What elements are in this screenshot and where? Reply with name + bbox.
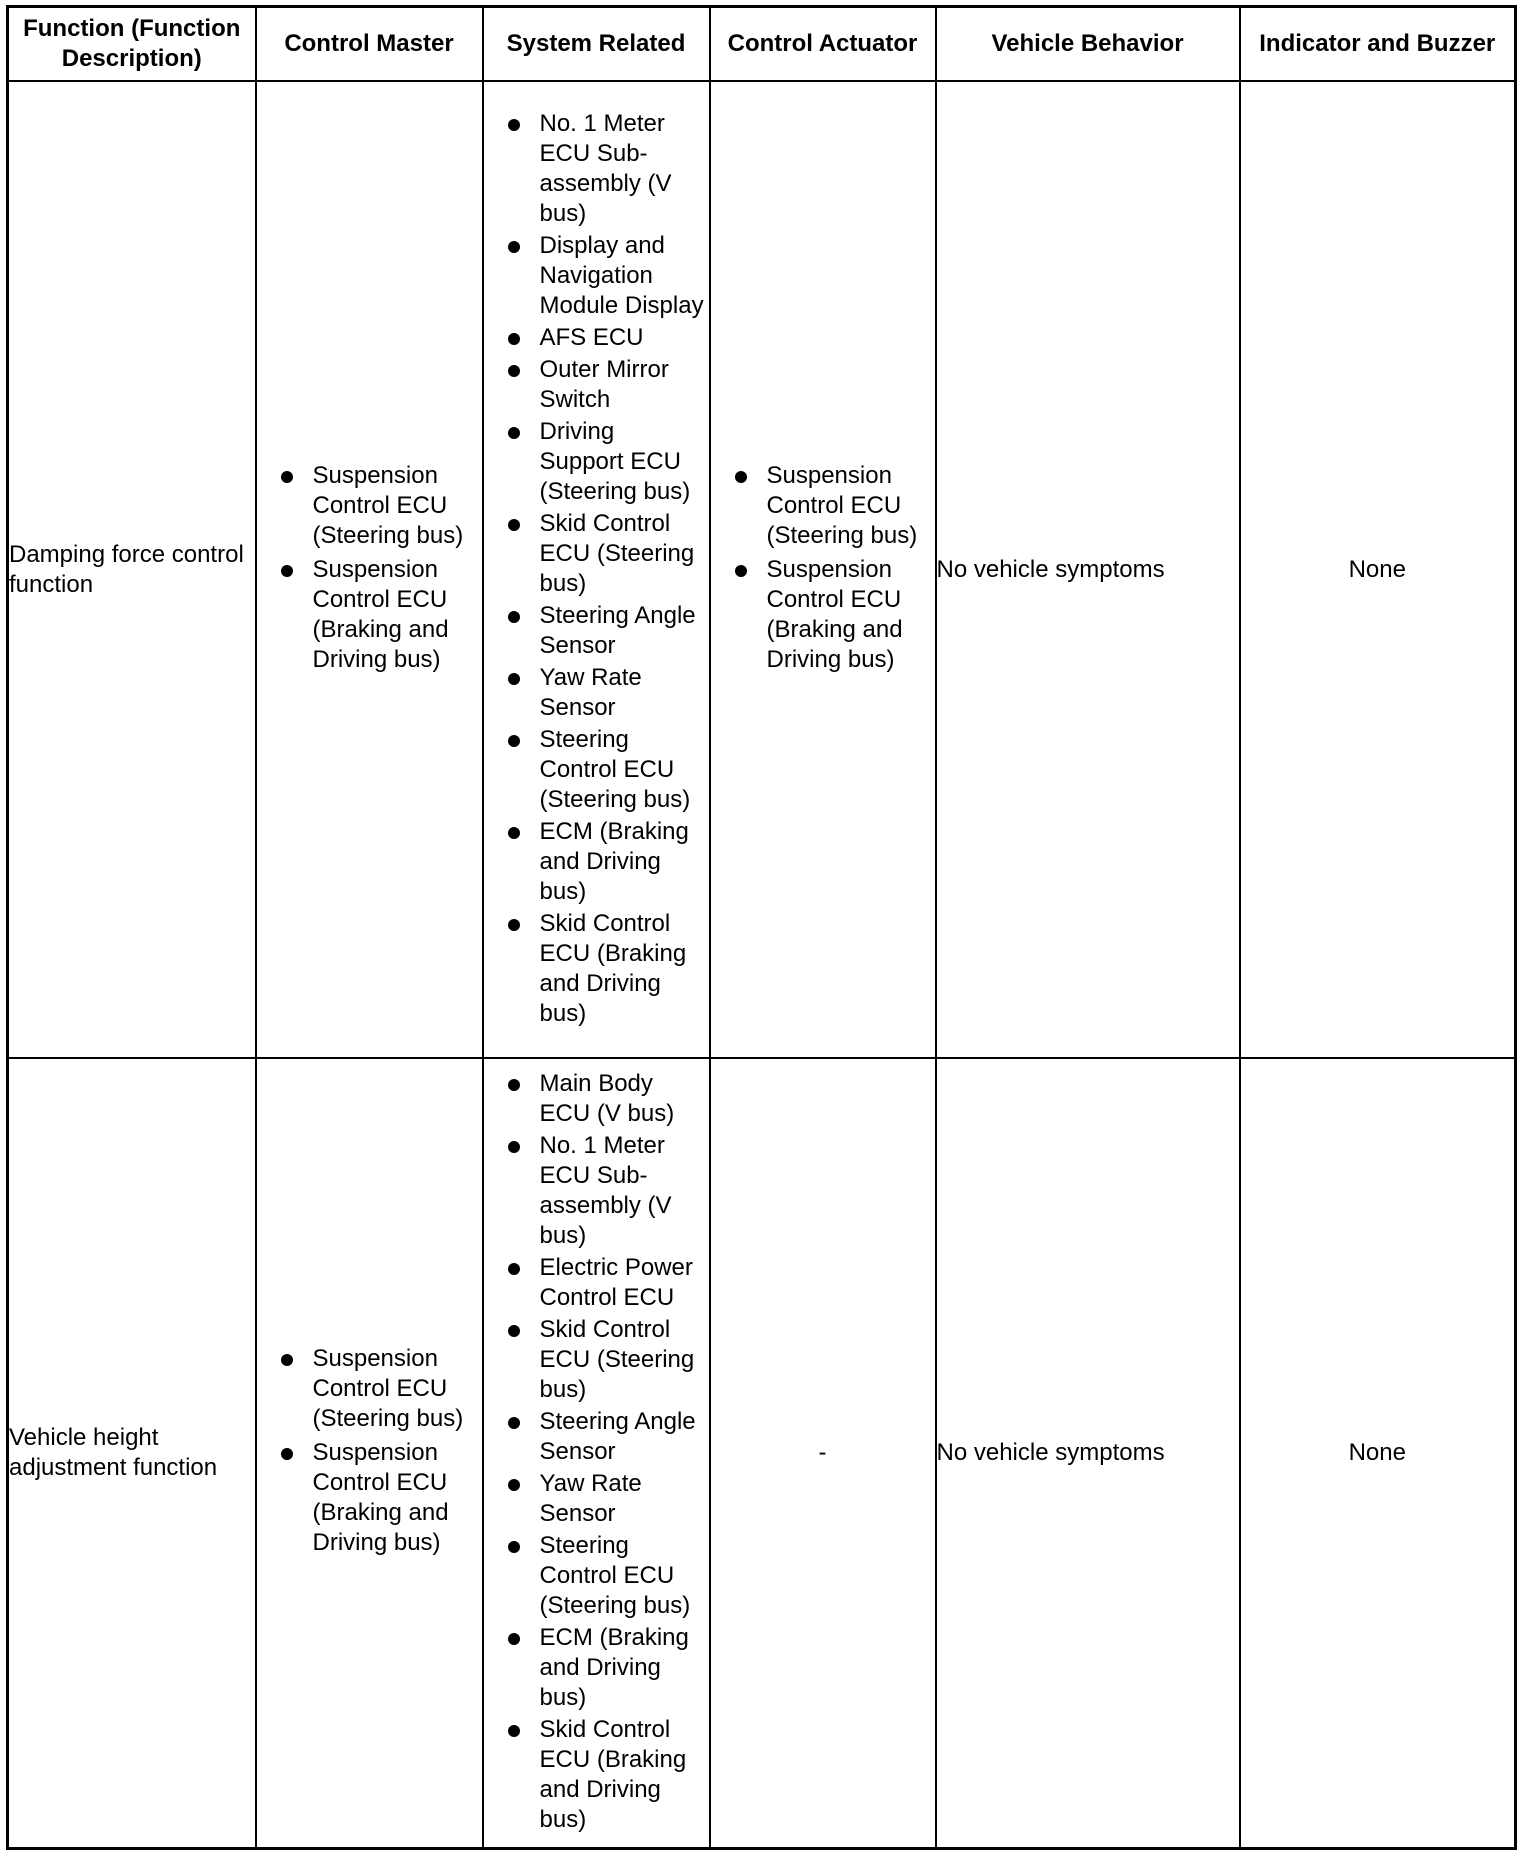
list-item: Suspension Control ECU (Steering bus) <box>711 461 935 551</box>
list-item: No. 1 Meter ECU Sub-assembly (V bus) <box>484 1131 709 1251</box>
header-function: Function (Function Description) <box>8 7 256 82</box>
system-related-cell <box>483 1058 710 1849</box>
page <box>6 5 1517 1850</box>
indicator-buzzer-cell: None <box>1240 81 1516 1058</box>
list-item: Display and Navigation Module Display <box>484 231 709 321</box>
list-item: Suspension Control ECU (Steering bus) <box>257 1344 482 1434</box>
table-row <box>8 1058 1516 1849</box>
list-item: Main Body ECU (V bus) <box>484 1069 709 1129</box>
header-system-related: System Related <box>483 7 710 82</box>
list-item: Skid Control ECU (Steering bus) <box>484 1315 709 1405</box>
list-item: ECM (Braking and Driving bus) <box>484 817 709 907</box>
table-row <box>8 81 1516 1058</box>
control-master-list <box>257 461 482 675</box>
header-control-master: Control Master <box>256 7 483 82</box>
list-item: Steering Control ECU (Steering bus) <box>484 725 709 815</box>
list-item: Yaw Rate Sensor <box>484 663 709 723</box>
function-table <box>6 5 1517 1850</box>
header-control-actuator: Control Actuator <box>710 7 936 82</box>
list-item: Skid Control ECU (Steering bus) <box>484 509 709 599</box>
control-master-list <box>257 1344 482 1558</box>
list-item: Suspension Control ECU (Braking and Driving bus) <box>257 555 482 675</box>
control-actuator-list <box>711 461 935 675</box>
system-related-list <box>484 1069 709 1835</box>
function-cell: Vehicle height adjustment function <box>8 1058 256 1849</box>
list-item: No. 1 Meter ECU Sub-assembly (V bus) <box>484 109 709 229</box>
list-item: Steering Control ECU (Steering bus) <box>484 1531 709 1621</box>
control-master-cell <box>256 81 483 1058</box>
list-item: Suspension Control ECU (Steering bus) <box>257 461 482 551</box>
list-item: Suspension Control ECU (Braking and Driving bus) <box>257 1438 482 1558</box>
list-item: Electric Power Control ECU <box>484 1253 709 1313</box>
system-related-cell <box>483 81 710 1058</box>
control-actuator-cell: - <box>710 1058 936 1849</box>
list-item: Steering Angle Sensor <box>484 601 709 661</box>
vehicle-behavior-cell: No vehicle symptoms <box>936 81 1240 1058</box>
list-item: Skid Control ECU (Braking and Driving bus) <box>484 909 709 1029</box>
indicator-buzzer-cell: None <box>1240 1058 1516 1849</box>
list-item: Suspension Control ECU (Braking and Driving bus) <box>711 555 935 675</box>
list-item: AFS ECU <box>484 323 709 353</box>
header-row <box>8 7 1516 82</box>
list-item: Skid Control ECU (Braking and Driving bus) <box>484 1715 709 1835</box>
header-indicator-buzzer: Indicator and Buzzer <box>1240 7 1516 82</box>
control-master-cell <box>256 1058 483 1849</box>
header-vehicle-behavior: Vehicle Behavior <box>936 7 1240 82</box>
list-item: ECM (Braking and Driving bus) <box>484 1623 709 1713</box>
list-item: Driving Support ECU (Steering bus) <box>484 417 709 507</box>
list-item: Outer Mirror Switch <box>484 355 709 415</box>
list-item: Yaw Rate Sensor <box>484 1469 709 1529</box>
control-actuator-cell <box>710 81 936 1058</box>
system-related-list <box>484 109 709 1029</box>
function-cell: Damping force control function <box>8 81 256 1058</box>
list-item: Steering Angle Sensor <box>484 1407 709 1467</box>
vehicle-behavior-cell: No vehicle symptoms <box>936 1058 1240 1849</box>
